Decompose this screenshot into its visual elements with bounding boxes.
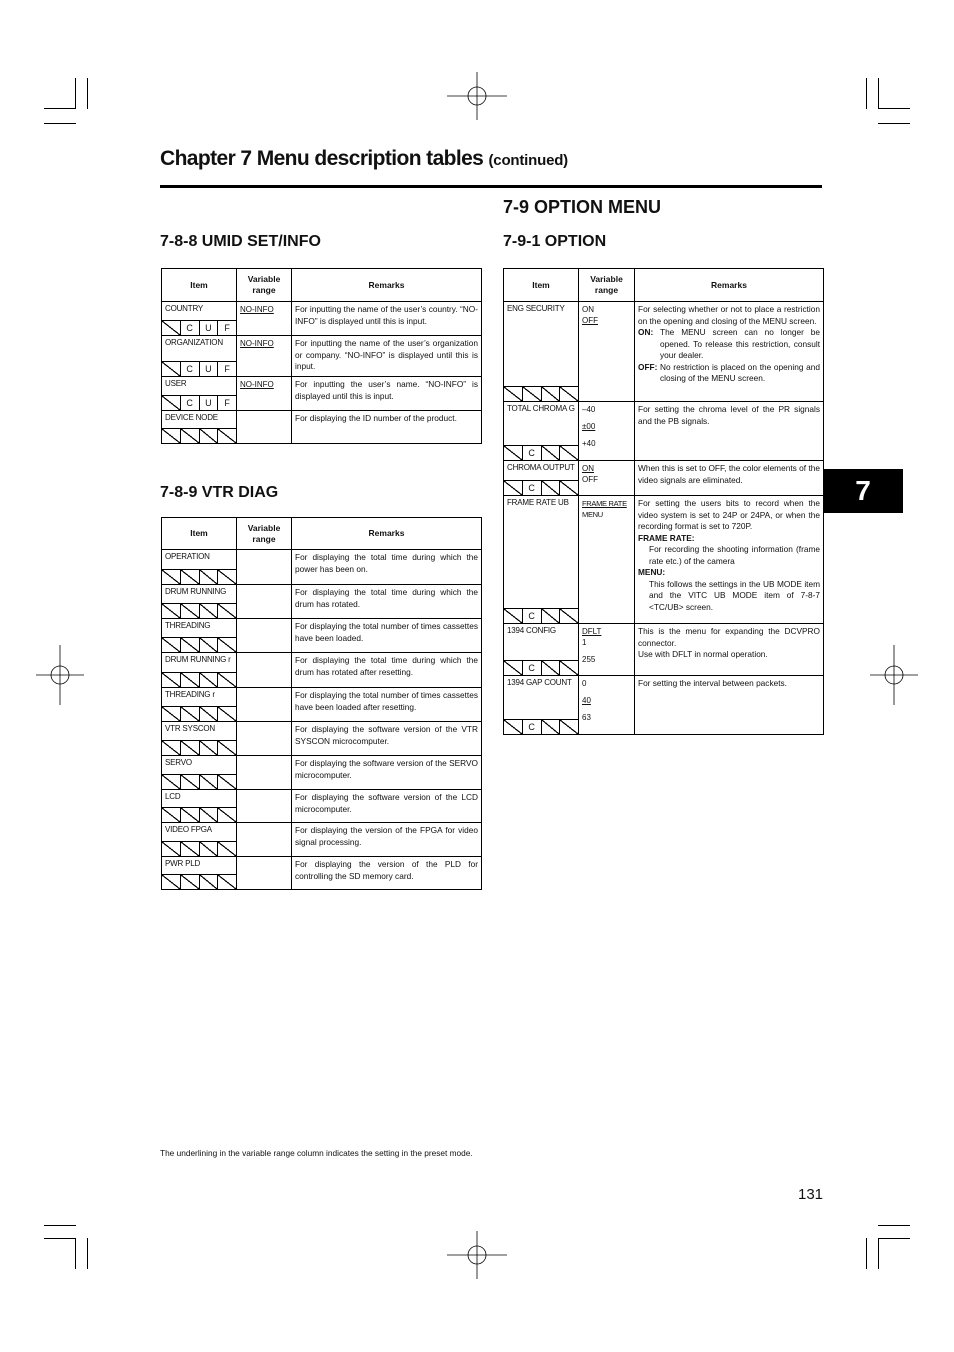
table-row [162,722,482,756]
level-box: C [523,720,542,734]
level-box [200,741,219,755]
table-row [162,377,482,411]
level-box: C [181,362,200,376]
table-row [504,461,824,496]
level-box [218,638,236,652]
item-name: ENG SECURITY [507,304,565,313]
level-box [218,741,236,755]
item-name: FRAME RATE UB [507,498,569,507]
crop-mark [878,1238,910,1239]
crop-mark [44,1238,76,1239]
access-strip [504,660,578,675]
level-box [181,638,200,652]
remarks-text [635,302,823,387]
header-item: Item [162,269,237,302]
crop-mark [44,123,76,124]
variable-value: 255 [582,655,596,664]
remarks-text [635,496,823,615]
level-box: C [523,661,542,675]
item-name: DEVICE NODE [165,413,218,422]
access-strip [504,386,578,401]
table-row [162,688,482,722]
remarks-label: MENU: [638,567,666,577]
chapter-tab: 7 [823,469,903,513]
remarks-detail: This is the menu for expanding the DCVPRO connector. [638,626,820,648]
level-box [218,429,236,443]
level-box [181,741,200,755]
remarks-text: For inputting the name of the user’s organization or company. “NO-INFO” is displayed until this is input. [295,338,478,371]
level-box [200,808,219,822]
level-box [162,362,181,376]
variable-value: –40 [582,405,596,414]
variable-value: NO-INFO [240,339,274,348]
variable-value: 63 [582,713,591,722]
crop-mark [75,78,76,109]
level-box [181,842,200,856]
crop-mark [878,1238,879,1269]
remarks-text: When this is set to OFF, the color elements of the video signals are eliminated. [638,463,820,485]
level-box: C [523,481,542,495]
title-rule [160,185,822,188]
access-strip [162,395,236,410]
item-name: OPERATION [165,552,210,561]
level-box [218,842,236,856]
remarks-intro: For selecting whether or not to place a restriction on the opening and closing of the MENU screen. [638,304,820,326]
chapter-title: Chapter 7 Menu description tables (continued) [160,147,568,170]
level-box [162,875,181,889]
level-box [218,707,236,721]
level-box: C [181,396,200,410]
option-table [503,268,824,735]
item-name: COUNTRY [165,304,204,313]
crop-mark [87,78,88,109]
variable-value: ON [582,464,594,473]
level-box [218,673,236,687]
level-box [542,661,561,675]
item-name: USER [165,379,187,388]
level-box [560,661,578,675]
access-strip [504,608,578,623]
level-box [200,842,219,856]
level-box [181,875,200,889]
access-strip [162,428,236,443]
table-row [162,411,482,444]
level-box [560,481,578,495]
option-section-title: 7-9-1 OPTION [503,233,607,250]
remarks-intro: For setting the users bits to record when the video system is set to 24P or 24PA, or when the recording format is set to 720P. [638,498,820,531]
level-box [162,707,181,721]
level-box: F [224,398,230,408]
registration-mark-icon [30,645,90,705]
access-strip [504,480,578,495]
table-row [162,585,482,619]
level-box [162,570,181,584]
umid-section-title: 7-8-8 UMID SET/INFO [160,233,321,250]
access-strip [162,807,236,822]
crop-mark [44,1225,76,1226]
table-row [504,676,824,735]
level-box [560,609,578,623]
crop-mark [75,1238,76,1269]
remarks-detail: The MENU screen can no longer be opened. To release this restriction, consult your dealer. [660,327,820,360]
level-box [560,446,578,460]
table-row [162,550,482,585]
level-box [181,775,200,789]
remarks-text: For inputting the name of the user’s country. “NO-INFO” is displayed until this is input. [295,304,478,326]
table-row [504,302,824,402]
remarks-text: For displaying the software version of the VTR SYSCON microcomputer. [295,724,478,746]
remarks-text: For displaying the total time during which the drum has rotated after resetting. [295,655,478,677]
item-name: VIDEO FPGA [165,825,212,834]
remarks-text: For displaying the software version of the LCD microcomputer. [295,792,478,814]
level-box [504,446,523,460]
access-strip [162,569,236,584]
level-box [162,673,181,687]
header-remarks: Remarks [292,518,482,550]
page-number: 131 [798,1186,824,1203]
level-box [218,875,236,889]
access-strip [162,603,236,618]
variable-value: 1 [582,638,587,647]
header-variable: Variable range [237,518,292,550]
item-name: THREADING [165,621,211,630]
variable-value: MENU [582,510,603,519]
level-box [504,661,523,675]
remarks-label: ON: [638,327,654,337]
item-name: LCD [165,792,181,801]
access-strip [162,740,236,755]
variable-value: ±00 [582,422,596,431]
header-variable: Variable range [579,269,635,302]
level-box [200,673,219,687]
level-box [560,720,578,734]
header-item: Item [162,518,237,550]
level-box: U [200,321,219,335]
variable-value: DFLT [582,627,602,636]
level-box: F [224,323,230,333]
level-box [504,609,523,623]
remarks-text: For displaying the ID number of the product. [295,413,457,423]
item-name: 1394 CONFIG [507,626,556,635]
table-row [162,756,482,790]
remarks-detail: For recording the shooting information (frame rate etc.) of the camera [649,544,820,566]
item-name: PWR PLD [165,859,201,868]
level-box [218,570,236,584]
access-strip [504,719,578,734]
variable-value: 0 [582,679,587,688]
item-name: TOTAL CHROMA G [507,404,575,413]
level-box [181,673,200,687]
table-row [504,402,824,461]
variable-value: ON [582,305,594,314]
level-box [542,720,561,734]
remarks-text: For setting the interval between packets. [638,678,787,688]
crop-mark [44,108,76,109]
level-box [181,808,200,822]
level-box: U [200,362,219,376]
vtr-diag-table [161,517,482,890]
level-box [542,609,561,623]
crop-mark [878,78,879,109]
level-box [218,604,236,618]
registration-mark-icon [447,1225,507,1285]
level-box [162,396,181,410]
level-box [181,604,200,618]
level-box [162,604,181,618]
item-name: VTR SYSCON [165,724,216,733]
level-box [162,842,181,856]
remarks-text: For setting the chroma level of the PR signals and the PB signals. [638,404,820,426]
remarks-text: For displaying the version of the PLD for controlling the SD memory card. [295,859,478,881]
level-box [162,808,181,822]
remarks-detail: This follows the settings in the UB MODE item and the VITC UB MODE item of 7-8-7 <TC/UB> screen. [649,578,820,612]
crop-mark [878,1225,910,1226]
variable-value: FRAME RATE [582,499,627,508]
access-strip [162,706,236,721]
crop-mark [878,108,910,109]
table-row [162,336,482,377]
item-name: SERVO [165,758,192,767]
variable-value: OFF [582,316,598,325]
access-strip [162,672,236,687]
table-row [162,857,482,890]
level-box [523,387,542,401]
access-strip [162,841,236,856]
level-box [162,741,181,755]
table-row [162,653,482,688]
remarks-text: For displaying the total number of times cassettes have been loaded after resetting. [295,690,478,712]
remarks-text [635,624,823,663]
crop-mark [878,123,910,124]
level-box [218,775,236,789]
table-row [162,790,482,823]
level-box [504,481,523,495]
variable-value: OFF [582,475,598,484]
vtr-section-title: 7-8-9 VTR DIAG [160,484,279,501]
level-box [162,638,181,652]
remarks-text: For displaying the version of the FPGA for video signal processing. [295,825,478,847]
level-box [181,570,200,584]
chapter-continued: (continued) [488,152,568,169]
variable-value: 40 [582,696,591,705]
access-strip [162,320,236,335]
access-strip [162,361,236,376]
level-box [181,429,200,443]
level-box [200,429,219,443]
level-box [200,638,219,652]
remarks-detail: Use with DFLT in normal operation. [638,649,768,659]
level-box: C [523,446,542,460]
remarks-text: For displaying the total time during which the drum has rotated. [295,587,478,609]
table-row [162,823,482,857]
remarks-label: FRAME RATE: [638,532,695,543]
remarks-text: For inputting the user’s name. “NO-INFO” is displayed until this is input. [295,379,478,401]
level-box: C [523,609,542,623]
crop-mark [866,1238,867,1269]
item-name: THREADING r [165,690,215,699]
crop-mark [87,1238,88,1269]
table-row [504,624,824,676]
level-box [542,387,561,401]
item-name: CHROMA OUTPUT [507,463,575,472]
access-strip [504,445,578,460]
registration-mark-icon [864,645,924,705]
registration-mark-icon [447,66,507,126]
access-strip [162,774,236,789]
table-row [162,302,482,336]
level-box [181,707,200,721]
crop-mark [866,78,867,109]
level-box [542,446,561,460]
option-menu-title: 7-9 OPTION MENU [503,197,662,217]
table-row [504,496,824,624]
item-name: 1394 GAP COUNT [507,678,572,687]
level-box [162,321,181,335]
access-strip [162,637,236,652]
level-box [200,604,219,618]
level-box: F [224,364,230,374]
item-name: DRUM RUNNING r [165,655,231,664]
level-box: C [181,321,200,335]
table-row [162,619,482,653]
remarks-text: For displaying the total time during which the power has been on. [295,552,478,574]
header-item: Item [504,269,579,302]
level-box [218,808,236,822]
access-strip [162,874,236,889]
variable-value: +40 [582,439,596,448]
remarks-label: OFF: [638,361,658,372]
footnote: The underlining in the variable range column indicates the setting in the preset mode. [160,1148,473,1158]
header-remarks: Remarks [292,269,482,302]
level-box [504,387,523,401]
level-box [200,875,219,889]
item-name: ORGANIZATION [165,338,223,347]
item-name: DRUM RUNNING [165,587,227,596]
level-box [560,387,578,401]
level-box [542,481,561,495]
level-box [162,775,181,789]
remarks-detail: No restriction is placed on the opening and closing of the MENU screen. [660,361,820,383]
level-box [200,570,219,584]
header-variable: Variable range [237,269,292,302]
level-box: U [200,396,219,410]
remarks-text: For displaying the software version of the SERVO microcomputer. [295,758,478,780]
level-box [200,707,219,721]
variable-value: NO-INFO [240,305,274,314]
header-remarks: Remarks [635,269,824,302]
remarks-text: For displaying the total number of times cassettes have been loaded. [295,621,478,643]
level-box [200,775,219,789]
level-box [504,720,523,734]
level-box [162,429,181,443]
variable-value: NO-INFO [240,380,274,389]
umid-table [161,268,482,444]
